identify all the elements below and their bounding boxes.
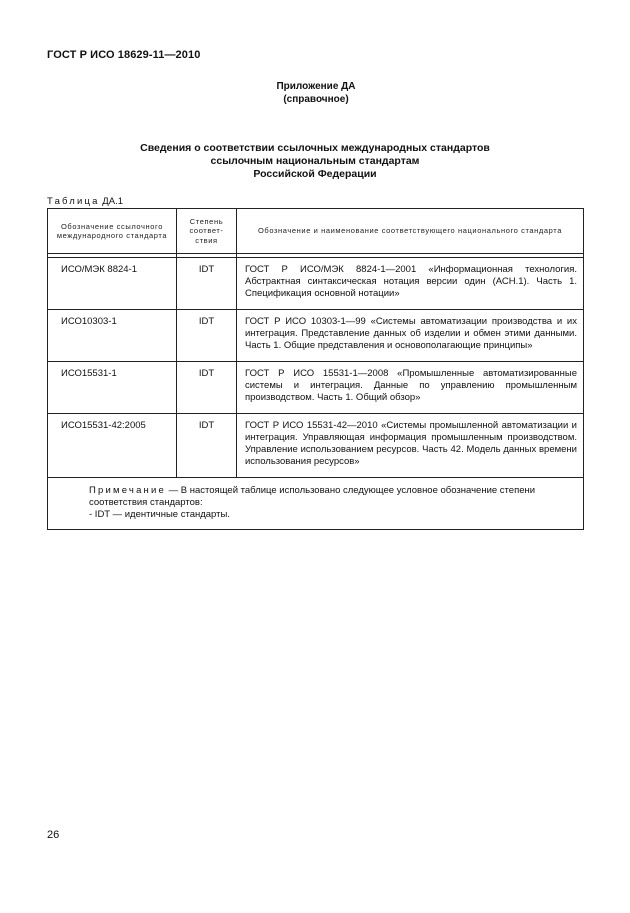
table-row	[48, 258, 584, 310]
section-title	[0, 142, 630, 181]
table-label-word: Таблица	[47, 196, 100, 207]
section-title-line: Российской Федерации	[253, 168, 377, 180]
section-title-line: Сведения о соответствии ссылочных международных стандартов	[140, 142, 490, 154]
column-header-reference: Обозначение ссылочного международного стандарта	[48, 209, 177, 254]
page-number: 26	[47, 829, 60, 841]
reference-standard-cell: ИСО/МЭК 8824-1	[48, 258, 177, 310]
national-standard-cell: ГОСТ Р ИСО 10303-1—99 «Системы автоматизации производства и их интеграция. Представление данных об изделии и обмен этими данными. Часть 1. Общие представления и основополагающие принципы»	[237, 310, 584, 362]
note-text: — В настоящей таблице использовано следующее условное обозначение степени соответствия стандартов:	[89, 485, 536, 508]
note-item: - IDT — идентичные стандарты.	[89, 509, 230, 520]
table-row	[48, 310, 584, 362]
reference-standard-cell: ИСО15531-1	[48, 362, 177, 414]
appendix-heading	[0, 80, 630, 106]
table-header-row	[48, 209, 584, 254]
appendix-title: Приложение ДА	[276, 81, 356, 92]
table-row	[48, 414, 584, 478]
national-standard-cell: ГОСТ Р ИСО 15531-42—2010 «Системы промышленной автоматизации и интеграция. Управляющая информация промышленным производством. Управление использованием ресурсов. Часть 42. Модель данных времени использования ресурсов»	[237, 414, 584, 478]
degree-cell: IDT	[177, 310, 237, 362]
document-header: ГОСТ Р ИСО 18629-11—2010	[47, 49, 201, 61]
table-row	[48, 362, 584, 414]
column-header-degree: Степень соответ-ствия	[177, 209, 237, 254]
note-label: Примечание	[89, 485, 166, 496]
table-note	[48, 478, 584, 530]
table-label	[47, 196, 123, 207]
reference-standard-cell: ИСО10303-1	[48, 310, 177, 362]
national-standard-cell: ГОСТ Р ИСО/МЭК 8824-1—2001 «Информационная технология. Абстрактная синтаксическая нотация версии один (АСН.1). Часть 1. Спецификация основной нотации»	[237, 258, 584, 310]
appendix-subtitle: (справочное)	[283, 94, 349, 105]
degree-cell: IDT	[177, 414, 237, 478]
reference-standard-cell: ИСО15531-42:2005	[48, 414, 177, 478]
degree-cell: IDT	[177, 362, 237, 414]
column-header-national: Обозначение и наименование соответствующего национального стандарта	[237, 209, 584, 254]
standards-table	[47, 208, 584, 530]
degree-cell: IDT	[177, 258, 237, 310]
section-title-line: ссылочным национальным стандартам	[210, 155, 420, 167]
national-standard-cell: ГОСТ Р ИСО 15531-1—2008 «Промышленные автоматизированные системы и интеграция. Данные по управлению промышленным производством. Часть 1. Общий обзор»	[237, 362, 584, 414]
table-note-row	[48, 478, 584, 530]
table-label-number: ДА.1	[102, 196, 123, 207]
